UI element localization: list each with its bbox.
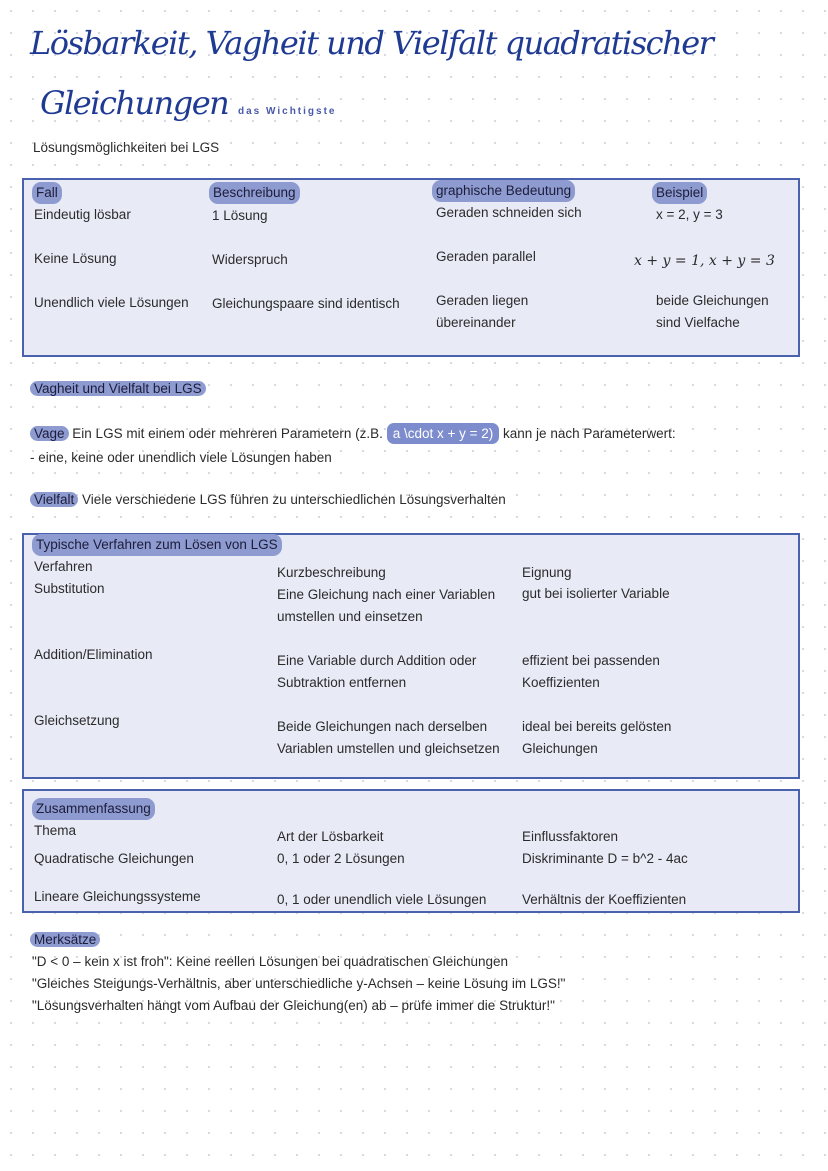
- summary-table: [22, 789, 800, 913]
- table-header: Kurzbeschreibung: [277, 565, 386, 580]
- table-header: Fall: [32, 182, 62, 204]
- merksatz: "Gleiches Steigungs-Verhältnis, aber unterschiedliche y-Achsen – keine Lösung im LGS!": [32, 976, 566, 991]
- vage-text: kann je nach Parameterwert:: [503, 426, 676, 441]
- table-header: Art der Lösbarkeit: [277, 829, 384, 844]
- table-cell: Quadratische Gleichungen: [34, 851, 194, 866]
- table-cell: Beide Gleichungen nach derselben Variablen umstellen und gleichsetzen: [277, 719, 500, 756]
- table-title: Typische Verfahren zum Lösen von LGS: [32, 534, 282, 556]
- table-cell: Widerspruch: [212, 252, 288, 267]
- table-cell: Eine Variable durch Addition oder Subtraktion entfernen: [277, 653, 477, 690]
- table-header: graphische Bedeutung: [432, 180, 575, 202]
- title-line2: Gleichungen: [40, 84, 229, 122]
- table-cell: Eine Gleichung nach einer Variablen umstellen und einsetzen: [277, 587, 496, 624]
- table-cell: ideal bei bereits gelösten Gleichungen: [522, 719, 672, 756]
- merksatz: "Lösungsverhalten hängt vom Aufbau der Gleichung(en) ab – prüfe immer die Struktur!": [32, 998, 555, 1013]
- table-cell: x + y = 1, x + y = 3: [634, 253, 775, 269]
- table-cell: gut bei isolierter Variable: [522, 586, 670, 601]
- table-cell: Substitution: [34, 581, 105, 596]
- vielfalt-label: Vielfalt: [30, 492, 78, 507]
- vage-text: - eine, keine oder unendlich viele Lösungen haben: [30, 450, 332, 465]
- merksatz: "D < 0 – kein x ist froh": Keine reellen Lösungen bei quadratischen Gleichungen: [32, 954, 509, 969]
- vage-text: Ein LGS mit einem oder mehreren Parametern (z.B.: [72, 426, 383, 441]
- table-cell: beide Gleichungen sind Vielfache: [656, 293, 769, 330]
- formula-chip: a \cdot x + y = 2): [387, 423, 500, 444]
- table-cell: Lineare Gleichungssysteme: [34, 889, 201, 904]
- methods-table: [22, 533, 800, 779]
- table-cell: Geraden parallel: [436, 249, 536, 264]
- table-cell: 1 Lösung: [212, 208, 268, 223]
- table-cell: Addition/Elimination: [34, 647, 153, 662]
- vielfalt-paragraph: [30, 492, 506, 507]
- table-cell: effizient bei passenden Koeffizienten: [522, 653, 660, 690]
- table-cell: 0, 1 oder 2 Lösungen: [277, 851, 405, 866]
- table-cell: Unendlich viele Lösungen: [34, 295, 189, 310]
- table-header: Einflussfaktoren: [522, 829, 619, 844]
- table-cell: Eindeutig lösbar: [34, 207, 131, 222]
- vage-label: Vage: [30, 426, 69, 441]
- table-cell: Geraden schneiden sich: [436, 205, 582, 220]
- table-cell: Diskriminante D = b^2 - 4ac: [522, 851, 688, 866]
- section-heading: Vagheit und Vielfalt bei LGS: [30, 381, 206, 396]
- table-cell: Geraden liegen übereinander: [436, 293, 529, 330]
- section-heading: Lösungsmöglichkeiten bei LGS: [33, 140, 220, 155]
- table-header: Thema: [34, 823, 77, 838]
- table-cell: x = 2, y = 3: [656, 207, 723, 222]
- table-header: Beschreibung: [209, 182, 300, 204]
- table-cell: Gleichungspaare sind identisch: [212, 296, 400, 311]
- table-header: Verfahren: [34, 559, 93, 574]
- table-cell: Keine Lösung: [34, 251, 117, 266]
- vage-paragraph: [30, 426, 676, 441]
- table-header: Eignung: [522, 565, 572, 580]
- subtitle: das Wichtigste: [238, 106, 337, 117]
- vielfalt-text: Viele verschiedene LGS führen zu unterschiedlichen Lösungsverhalten: [82, 492, 506, 507]
- title-line1: Lösbarkeit, Vagheit und Vielfalt quadratischer: [30, 24, 713, 62]
- table-title: Zusammenfassung: [32, 798, 155, 820]
- table-cell: Verhältnis der Koeffizienten: [522, 892, 687, 907]
- table-cell: 0, 1 oder unendlich viele Lösungen: [277, 892, 487, 907]
- merksaetze-heading: Merksätze: [30, 932, 100, 947]
- table-cell: Gleichsetzung: [34, 713, 120, 728]
- table-header: Beispiel: [652, 182, 707, 204]
- solutions-table: [22, 178, 800, 357]
